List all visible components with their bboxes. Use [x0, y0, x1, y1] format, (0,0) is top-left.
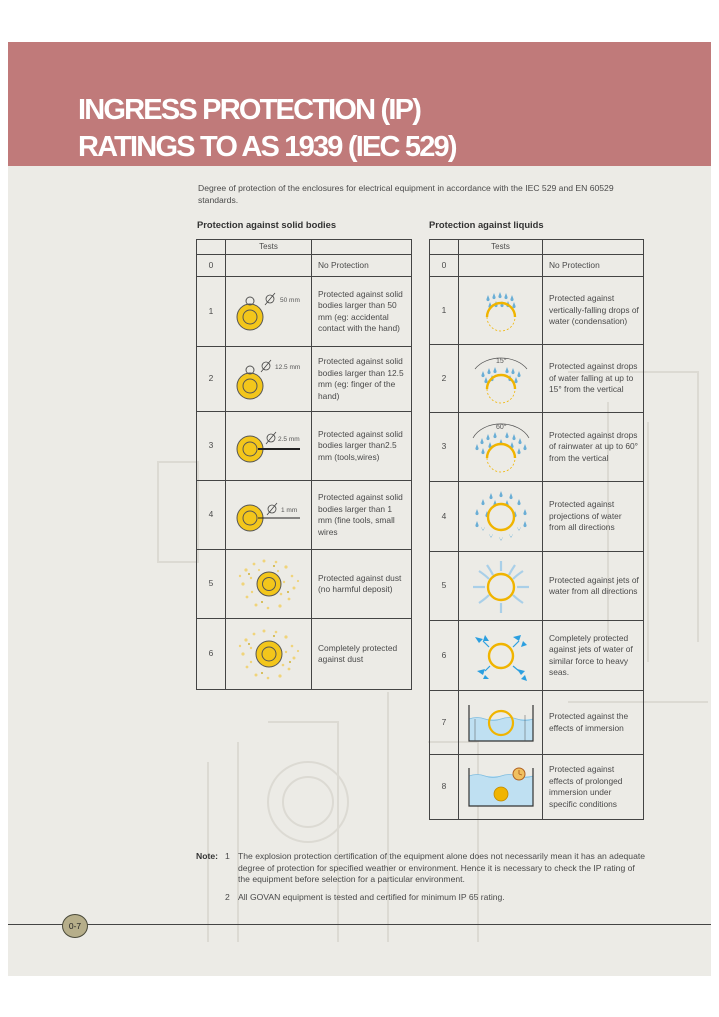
finger-probe-icon [228, 356, 310, 402]
wire-probe-icon [228, 492, 310, 538]
ip-description: Protected against drops of rainwater at up to 60° from the vertical [543, 413, 644, 482]
ip-description: Protected against solid bodies larger than2.5 mm (tools,wires) [312, 412, 412, 481]
ip-code: 8 [430, 755, 459, 820]
prolonged-immersion-icon [463, 764, 539, 810]
table-row [197, 277, 412, 347]
page-number: 0-7 [62, 914, 88, 938]
ip-code: 6 [197, 619, 226, 690]
ip-description: Protected against dust (no harmful deposit) [312, 550, 412, 619]
note-text: All GOVAN equipment is tested and certified for minimum IP 65 rating. [238, 891, 505, 902]
table-row [197, 412, 412, 481]
table-row [430, 413, 644, 482]
table-row [197, 619, 412, 690]
ip-code: 6 [430, 621, 459, 691]
note-item [196, 851, 646, 886]
liquids-heading: Protection against liquids [429, 219, 544, 230]
ip-code: 0 [197, 255, 226, 277]
solids-heading: Protection against solid bodies [197, 219, 337, 230]
ip-description: Protected against jets of water from all directions [543, 552, 644, 621]
table-row [197, 481, 412, 550]
page-title [78, 92, 456, 166]
table-row [197, 255, 412, 277]
ip-code: 3 [430, 413, 459, 482]
footer-divider [8, 924, 711, 925]
title-line-2: RATINGS TO AS 1939 (IEC 529) [78, 131, 456, 163]
ip-code: 4 [197, 481, 226, 550]
ip-description: Protected against effects of prolonged immersion under specific conditions [543, 755, 644, 820]
intro-text: Degree of protection of the enclosures for electrical equipment in accordance with the IEC 529 and EN 60529 standards. [198, 183, 614, 205]
ip-code: 1 [197, 277, 226, 347]
splash-icon [463, 487, 539, 547]
ip-description: Completely protected against dust [312, 619, 412, 690]
ip-code: 5 [197, 550, 226, 619]
dust-icon [234, 556, 304, 612]
page [8, 42, 711, 976]
heavy-seas-icon [463, 627, 539, 685]
probe-size: 50 mm [279, 296, 300, 304]
tests-header: Tests [459, 240, 543, 255]
tool-probe-icon [228, 423, 310, 469]
ip-description: Protected against solid bodies larger than 12.5 mm (eg: finger of the hand) [312, 347, 412, 412]
ip-description: No Protection [312, 255, 412, 277]
note-number: 2 [225, 891, 230, 902]
ip-description: Completely protected against jets of water of similar force to heavy seas. [543, 621, 644, 691]
water-jet-icon [463, 557, 539, 615]
ip-description: Protected against solid bodies larger than 1 mm (fine tools, small wires [312, 481, 412, 550]
table-row [430, 277, 644, 345]
probe-size: 1 mm [280, 507, 297, 514]
ip-code: 4 [430, 482, 459, 552]
table-row [430, 345, 644, 413]
note-text: The explosion protection certification of the equipment alone does not necessarily mean it has an adequate degree of protection for specified weather or environment. Hence it is necessary to check the IP rating of the equipment before selection for a particular environment. [238, 851, 646, 885]
table-header-row [197, 240, 412, 255]
table-row [430, 691, 644, 755]
tests-header: Tests [226, 240, 312, 255]
notes-section [196, 851, 646, 909]
rain-drops-icon [463, 420, 539, 474]
ip-code: 2 [430, 345, 459, 413]
ip-code: 0 [430, 255, 459, 277]
probe-size: 2.5 mm [277, 436, 300, 443]
vertical-drops-icon [466, 287, 536, 335]
ip-description: Protected against vertically-falling drops of water (condensation) [543, 277, 644, 345]
ip-code: 3 [197, 412, 226, 481]
note-item [196, 892, 646, 904]
ip-code: 5 [430, 552, 459, 621]
table-header-row [430, 240, 644, 255]
table-row [430, 552, 644, 621]
table-row [197, 550, 412, 619]
ip-code: 2 [197, 347, 226, 412]
ip-description: Protected against solid bodies larger than 50 mm (eg: accidental contact with the hand) [312, 277, 412, 347]
ip-description: Protected against drops of water falling at up to 15° from the vertical [543, 345, 644, 413]
immersion-icon [463, 701, 539, 745]
angle-label: 15° [495, 357, 507, 365]
table-row [430, 255, 644, 277]
table-row [430, 621, 644, 691]
ip-code: 1 [430, 277, 459, 345]
probe-size: 12.5 mm [274, 364, 300, 371]
header-banner [8, 42, 711, 166]
table-row [430, 482, 644, 552]
ip-description: No Protection [543, 255, 644, 277]
ip-description: Protected against projections of water from all directions [543, 482, 644, 552]
angle-label: 60° [495, 424, 507, 431]
note-number: 1 [225, 851, 230, 861]
table-row [197, 347, 412, 412]
solids-table [196, 239, 412, 690]
notes-label: Note: [196, 851, 218, 861]
ip-description: Protected against the effects of immersion [543, 691, 644, 755]
angled-drops-icon [463, 353, 539, 405]
liquids-table [429, 239, 644, 820]
ip-code: 7 [430, 691, 459, 755]
title-line-1: INGRESS PROTECTION (IP) [78, 94, 421, 126]
table-row [430, 755, 644, 820]
hand-probe-icon [228, 289, 310, 335]
dust-tight-icon [234, 626, 304, 682]
